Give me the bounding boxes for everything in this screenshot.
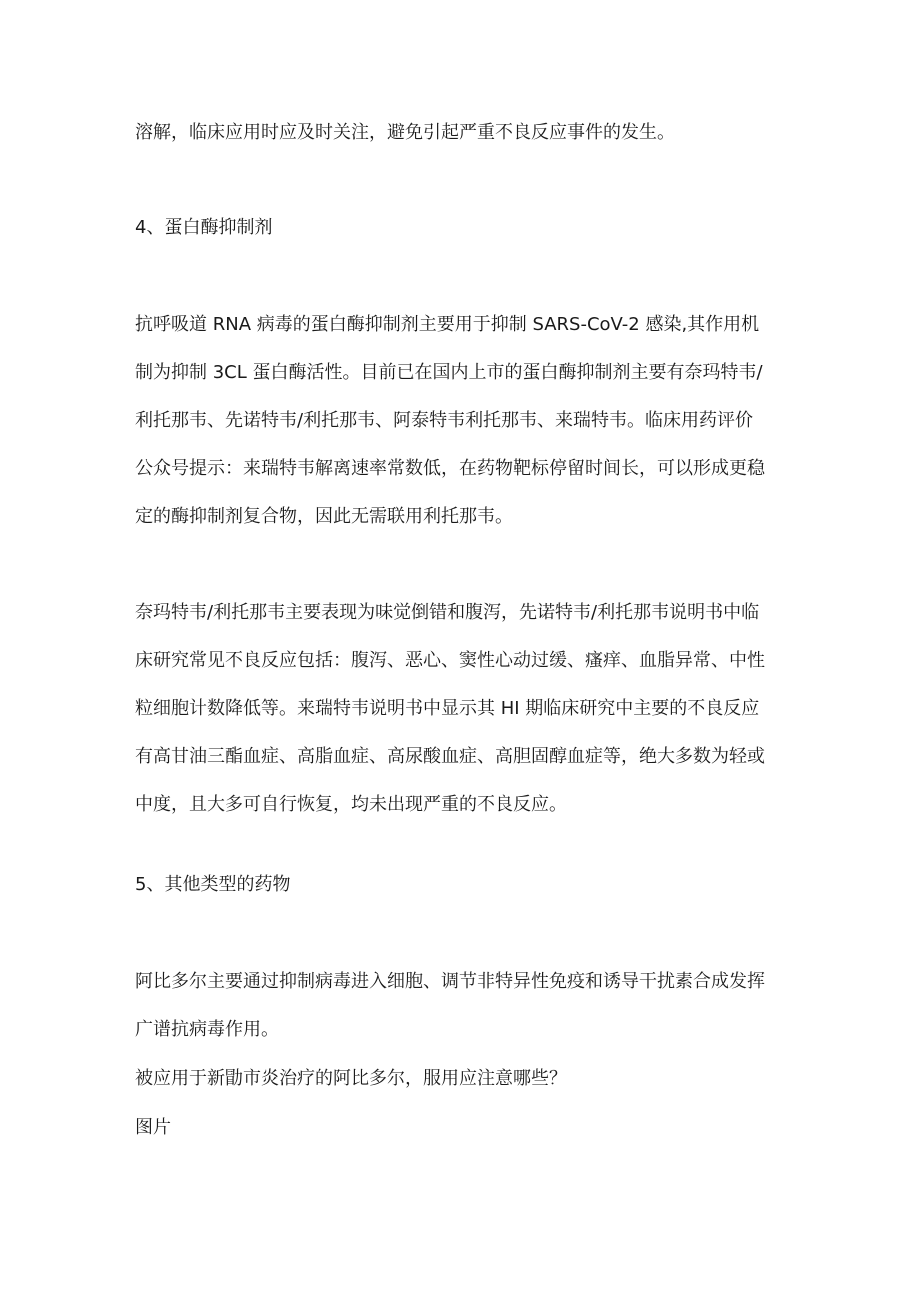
text-line: 中度，且大多可自行恢复，均未出现严重的不良反应。 [135,794,567,815]
text-line: 粒细胞计数降低等。来瑞特韦说明书中显示其 HI 期临床研究中主要的不良反应 [135,698,760,719]
text-line: 公众号提示：来瑞特韦解离速率常数低，在药物靶标停留时间长，可以形成更稳 [135,458,765,479]
section-heading: 4、蛋白酶抑制剂 [135,217,273,238]
text-line: 定的酶抑制剂复合物，因此无需联用利托那韦。 [135,506,513,527]
text-line: 溶解，临床应用时应及时关注，避免引起严重不良反应事件的发生。 [135,122,675,143]
text-line: 床研究常见不良反应包括：腹泻、恶心、窦性心动过缓、瘙痒、血脂异常、中性 [135,650,765,671]
text-line: 广谱抗病毒作用。 [135,1019,279,1040]
text-line: 阿比多尔主要通过抑制病毒进入细胞、调节非特异性免疫和诱导干扰素合成发挥 [135,971,765,992]
section-heading: 5、其他类型的药物 [135,874,291,895]
text-line: 制为抑制 3CL 蛋白酶活性。目前已在国内上市的蛋白酶抑制剂主要有奈玛特韦/ [135,362,763,383]
text-line: 奈玛特韦/利托那韦主要表现为味觉倒错和腹泻，先诺特韦/利托那韦说明书中临 [135,602,760,623]
text-line: 抗呼吸道 RNA 病毒的蛋白酶抑制剂主要用于抑制 SARS-CoV-2 感染,其作用机 [135,314,760,335]
text-line: 利托那韦、先诺特韦/利托那韦、阿泰特韦利托那韦、来瑞特韦。临床用药评价 [135,410,754,431]
image-placeholder-label: 图片 [135,1117,171,1138]
text-line: 被应用于新勖市炎治疗的阿比多尔，服用应注意哪些？ [135,1068,567,1089]
text-line: 有高甘油三酯血症、高脂血症、高尿酸血症、高胆固醇血症等，绝大多数为轻或 [135,746,765,767]
